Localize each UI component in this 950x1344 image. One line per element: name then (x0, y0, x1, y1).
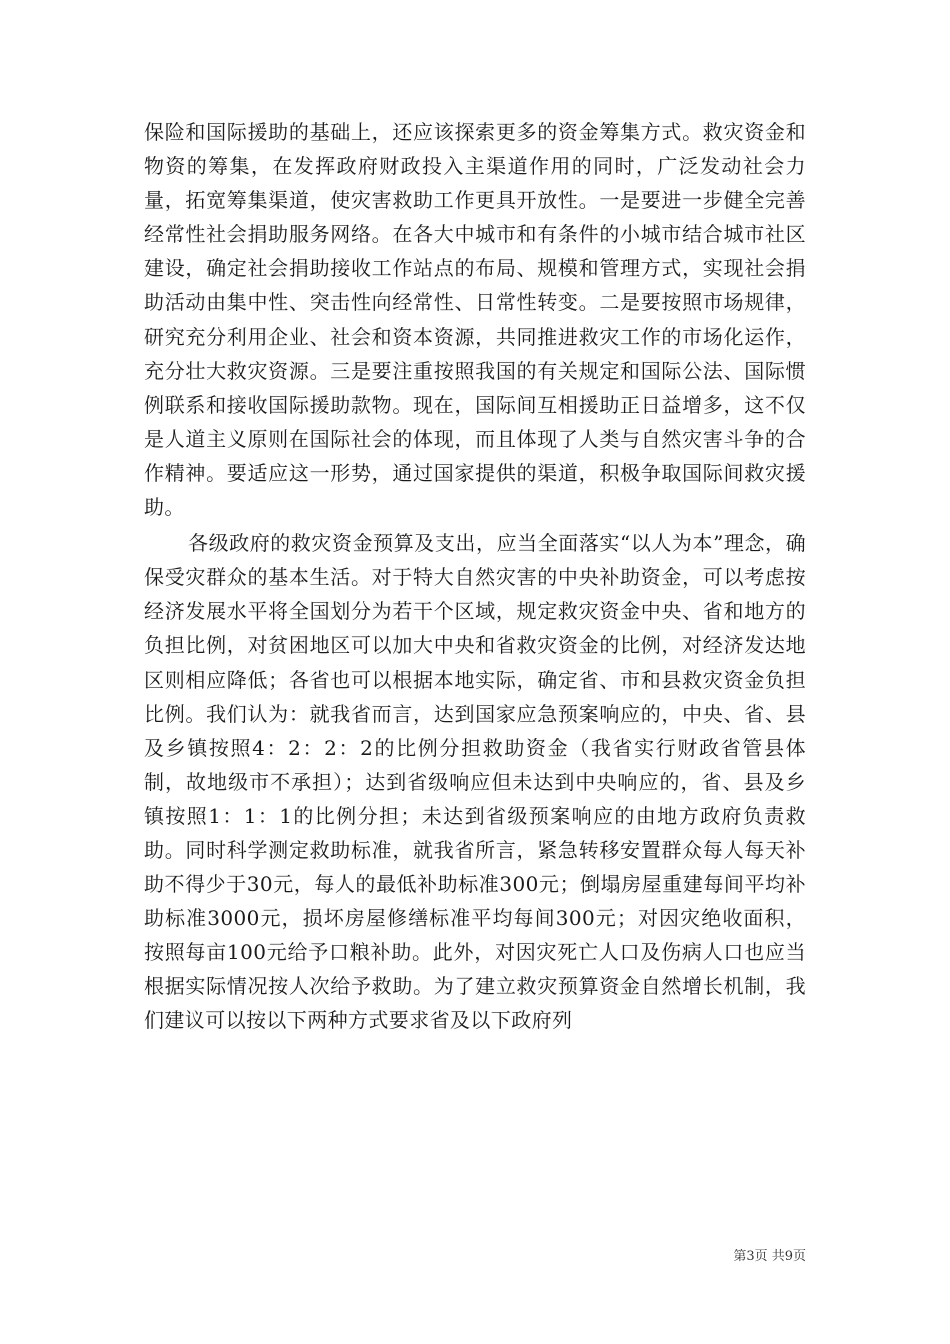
paragraph-2: 各级政府的救灾资金预算及支出，应当全面落实“以人为本”理念，确保受灾群众的基本生活。对于特大自然灾害的中央补助资金，可以考虑按经济发展水平将全国划分为若干个区域，规定救灾资金中央、省和地方的负担比例，对贫困地区可以加大中央和省救灾资金的比例，对经济发达地区则相应降低；各省也可以根据本地实际，确定省、市和县救灾资金负担比例。我们认为：就我省而言，达到国家应急预案响应的，中央、省、县及乡镇按照4：2：2：2的比例分担救助资金（我省实行财政省管县体制，故地级市不承担）；达到省级响应但未达到中央响应的，省、县及乡镇按照1：1：1的比例分担；未达到省级预案响应的由地方政府负责救助。同时科学测定救助标准，就我省所言，紧急转移安置群众每人每天补助不得少于30元，每人的最低补助标准300元；倒塌房屋重建每间平均补助标准3000元，损坏房屋修缮标准平均每间300元；对因灾绝收面积，按照每亩100元给予口粮补助。此外，对因灾死亡人口及伤病人口也应当根据实际情况按人次给予救助。为了建立救灾预算资金自然增长机制，我们建议可以按以下两种方式要求省及以下政府列 (144, 531, 806, 1033)
paragraph-1: 保险和国际援助的基础上，还应该探索更多的资金筹集方式。救灾资金和物资的筹集，在发挥政府财政投入主渠道作用的同时，广泛发动社会力量，拓宽筹集渠道，使灾害救助工作更具开放性。一是要进一步健全完善经常性社会捐助服务网络。在各大中城市和有条件的小城市结合城市社区建设，确定社会捐助接收工作站点的布局、规模和管理方式，实现社会捐助活动由集中性、突击性向经常性、日常性转变。二是要按照市场规律，研究充分利用企业、社会和资本资源，共同推进救灾工作的市场化运作，充分壮大救灾资源。三是要注重按照我国的有关规定和国际公法、国际惯例联系和接收国际援助款物。现在，国际间互相援助正日益增多，这不仅是人道主义原则在国际社会的体现，而且体现了人类与自然灾害斗争的合作精神。要适应这一形势，通过国家提供的渠道，积极争取国际间救灾援助。 (144, 120, 806, 520)
document-body (144, 115, 806, 1038)
page-number: 第3页 共9页 (733, 1249, 806, 1264)
